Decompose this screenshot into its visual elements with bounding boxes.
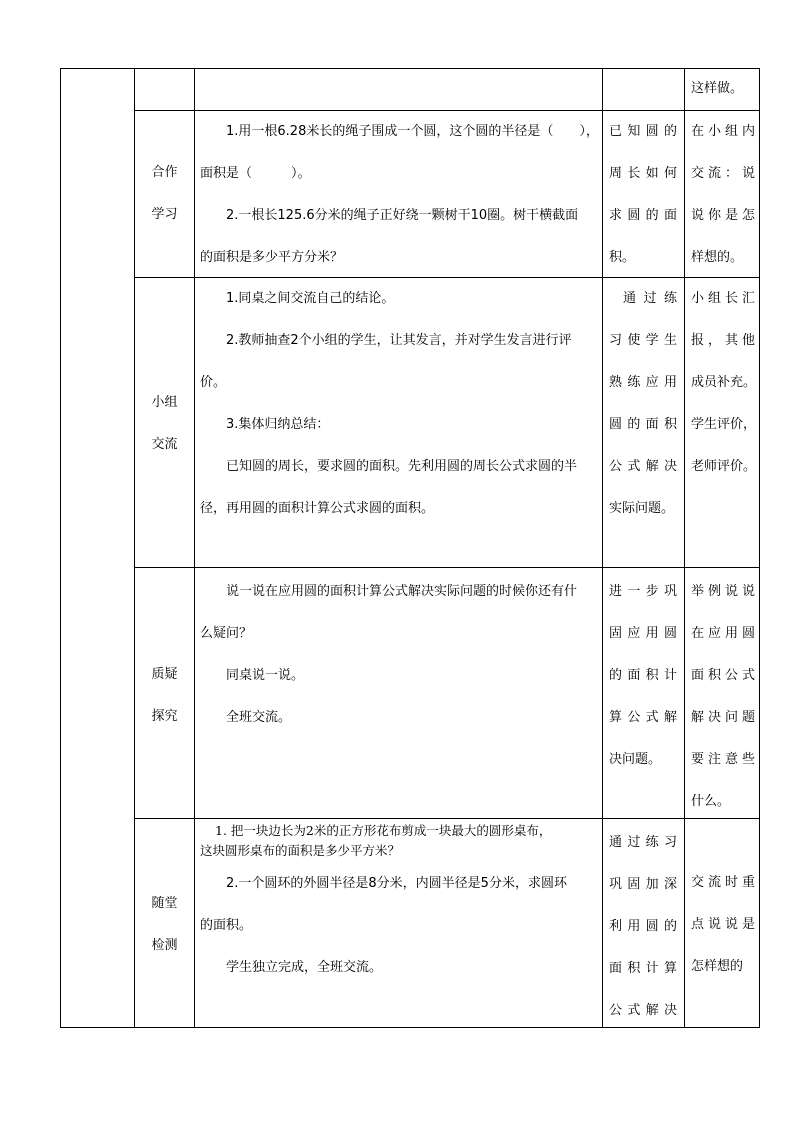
table-row-divider xyxy=(134,818,760,819)
content-line: 的面积。 xyxy=(200,918,253,933)
content-line: 全班交流。 xyxy=(226,710,292,725)
design-intent-cell: 通过练习 巩固加深 利用圆的 面积计算 公式解决 xyxy=(609,835,677,1018)
content-line: 面积是（ ）。 xyxy=(200,166,311,181)
table-border-right xyxy=(759,68,760,1028)
phase-label-in-class-test: 随堂 检测 xyxy=(151,896,178,953)
content-line: 2.教师抽查2个小组的学生，让其发言，并对学生发言进行评 xyxy=(226,333,572,348)
design-intent-cell: 通过练 习使学生 熟练应用 圆的面积 公式解决 实际问题。 xyxy=(609,291,677,516)
phase-label-cooperative-learning: 合作 学习 xyxy=(151,165,178,222)
content-line: 已知圆的周长，要求圆的面积。先利用圆的周长公式求圆的半 xyxy=(226,459,578,474)
student-activity-cell: 举例说说 在应用圆 面积公式 解决问题 要注意些 什么。 xyxy=(691,584,755,809)
table-border-left xyxy=(60,68,61,1028)
content-line: 说一说在应用圆的面积计算公式解决实际问题的时候你还有什 xyxy=(226,584,578,599)
student-activity-cell: 小组长汇 报，其他 成员补充。 学生评价， 老师评价。 xyxy=(691,291,757,474)
table-border-top xyxy=(60,68,760,69)
content-cell-in-class-test xyxy=(200,822,598,989)
student-activity-text: 这样做。 xyxy=(691,81,744,96)
content-line: 同桌说一说。 xyxy=(226,668,305,683)
content-line: 2.一根长125.6分米的绳子正好绕一颗树干10圈。树干横截面 xyxy=(226,208,579,223)
table-column-divider xyxy=(602,68,603,1028)
content-line: 2.一个圆环的外圆半径是8分米，内圆半径是5分米，求圆环 xyxy=(226,876,567,891)
content-line: 价。 xyxy=(200,375,227,390)
table-column-divider xyxy=(194,68,195,1028)
content-cell-cooperative-learning xyxy=(200,111,598,279)
table-row-divider xyxy=(134,567,760,568)
content-line: 1.用一根6.28米长的绳子围成一个圆，这个圆的半径是（ ）， xyxy=(226,124,599,139)
content-line: 么疑问？ xyxy=(200,626,253,641)
content-cell-inquiry xyxy=(200,571,598,739)
design-intent-cell: 已知圆的 周长如何 求圆的面 积。 xyxy=(609,124,677,265)
content-line: 径，再用圆的面积计算公式求圆的面积。 xyxy=(200,501,435,516)
content-line: 1. 把一块边长为2米的正方形花布剪成一块最大的圆形桌布， xyxy=(215,823,552,838)
student-activity-cell: 交流时重 点说说是 怎样想的 xyxy=(691,875,755,974)
content-line: 这块圆形桌布的面积是多少平方米？ xyxy=(200,843,401,858)
student-activity-cell: 在小组内 交流：说 说你是怎 样想的。 xyxy=(691,124,755,265)
phase-label-inquiry: 质疑 探究 xyxy=(151,667,178,724)
content-line: 1.同桌之间交流自己的结论。 xyxy=(226,291,395,306)
content-line: 3.集体归纳总结： xyxy=(226,417,330,432)
content-cell-group-discussion xyxy=(200,278,598,530)
student-activity-cell xyxy=(691,68,755,110)
phase-label-group-discussion: 小组 交流 xyxy=(151,395,178,452)
design-intent-cell: 进一步巩 固应用圆 的面积计 算公式解 决问题。 xyxy=(609,584,677,767)
content-line: 学生独立完成，全班交流。 xyxy=(226,960,383,975)
content-line: 的面积是多少平方分米？ xyxy=(200,250,344,265)
table-column-divider xyxy=(684,68,685,1028)
